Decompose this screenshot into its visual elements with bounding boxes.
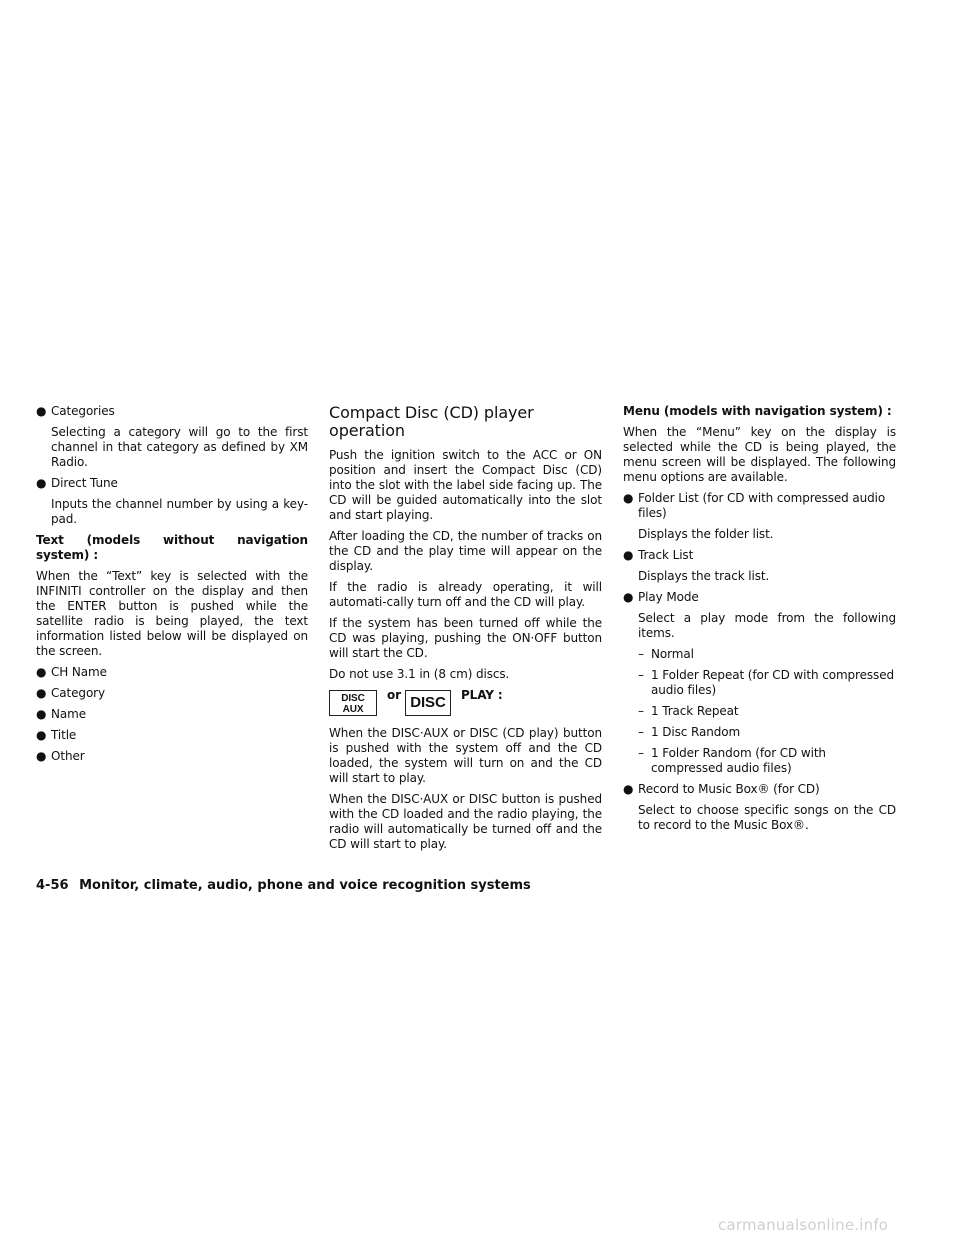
bullet-icon: ● — [623, 782, 634, 796]
sub-item-label: 1 Disc Random — [651, 725, 741, 739]
paragraph: If the radio is already operating, it will automati-cally turn off and the CD will play. — [329, 580, 602, 609]
disc-button-icon: DISC — [405, 690, 451, 716]
list-item — [36, 728, 308, 743]
sub-item-label: 1 Folder Repeat (for CD with compressed audio files) — [651, 668, 895, 697]
dash-icon: – — [638, 725, 644, 739]
item-label: Record to Music Box® (for CD) — [638, 782, 820, 796]
item-description: Displays the track list. — [638, 569, 770, 583]
play-label: PLAY : — [460, 688, 503, 702]
paragraph: When the “Text” key is selected with the INFINITI controller on the display and then the ENTER button is pushed while the satellite radio is being played, the text information listed below will be displayed on the screen. — [36, 569, 308, 658]
item-label: CH Name — [51, 665, 107, 679]
sub-list-item — [623, 647, 896, 662]
paragraph: Push the ignition switch to the ACC or ON position and insert the Compact Disc (CD) into the slot with the label side facing up. The CD will be guided automatically into the slot and start playing. — [329, 448, 602, 522]
item-label: Title — [51, 728, 77, 742]
paragraph: After loading the CD, the number of tracks on the CD and the play time will appear on the display. — [329, 529, 602, 573]
page-number: 4-56 — [36, 878, 69, 893]
paragraph: If the system has been turned off while the CD was playing, pushing the ON·OFF button will start the CD. — [329, 616, 602, 660]
or-label: or — [387, 688, 401, 702]
paragraph: When the DISC·AUX or DISC (CD play) button is pushed with the system off and the CD loaded, the system will turn on and the CD will start to play. — [329, 726, 602, 785]
bullet-icon: ● — [36, 707, 47, 721]
list-item-play-mode — [623, 590, 896, 605]
bullet-icon: ● — [36, 476, 47, 490]
sub-list-item — [623, 725, 896, 740]
sub-list-item — [623, 704, 896, 719]
item-description: Select to choose specific songs on the CD to record to the Music Box®. — [638, 803, 896, 832]
bullet-icon: ● — [36, 749, 47, 763]
item-description: Selecting a category will go to the first channel in that category as defined by XM Radio. — [51, 425, 308, 469]
sub-item-label: 1 Track Repeat — [651, 704, 739, 718]
disc-aux-button-icon — [329, 690, 377, 716]
list-item-track-list — [623, 548, 896, 563]
sub-item-label: Normal — [651, 647, 694, 661]
list-item-folder-list — [623, 491, 896, 521]
paragraph: When the DISC·AUX or DISC button is pushed with the CD loaded and the radio playing, the radio will automatically be turned off and the CD will start to play. — [329, 792, 602, 851]
list-item — [36, 665, 308, 680]
item-label: Folder List (for CD with compressed audio files) — [638, 491, 886, 520]
item-label: Play Mode — [638, 590, 699, 604]
middle-column — [329, 404, 602, 858]
list-item-record — [623, 782, 896, 797]
sub-list-item — [623, 746, 896, 776]
button-illustration-row — [329, 688, 602, 718]
list-item — [36, 707, 308, 722]
list-item — [36, 749, 308, 764]
paragraph: When the “Menu” key on the display is selected while the CD is being played, the menu screen will be displayed. The following menu options are available. — [623, 425, 896, 484]
list-item — [36, 686, 308, 701]
item-description: Displays the folder list. — [638, 527, 774, 541]
item-label: Categories — [51, 404, 115, 418]
item-label: Track List — [638, 548, 694, 562]
item-label: Other — [51, 749, 85, 763]
page-footer — [36, 878, 531, 893]
left-column — [36, 404, 308, 770]
bullet-icon: ● — [36, 404, 47, 418]
section-heading-menu: Menu (models with navigation system) : — [623, 404, 892, 418]
paragraph: Do not use 3.1 in (8 cm) discs. — [329, 667, 510, 681]
dash-icon: – — [638, 704, 644, 718]
section-title: Monitor, climate, audio, phone and voice recognition systems — [79, 878, 531, 893]
bullet-icon: ● — [623, 548, 634, 562]
dash-icon: – — [638, 668, 644, 682]
list-item-direct-tune — [36, 476, 308, 491]
disc-aux-line2: AUX — [342, 704, 364, 715]
bullet-icon: ● — [36, 686, 47, 700]
watermark-link[interactable]: carmanualsonline.info — [718, 1216, 889, 1234]
item-label: Name — [51, 707, 87, 721]
section-heading: Compact Disc (CD) player operation — [329, 403, 534, 440]
bullet-icon: ● — [623, 590, 634, 604]
section-heading-text: Text (models without navigation system) : — [36, 533, 308, 562]
dash-icon: – — [638, 746, 644, 760]
sub-item-label: 1 Folder Random (for CD with compressed audio files) — [651, 746, 826, 775]
item-label: Category — [51, 686, 106, 700]
dash-icon: – — [638, 647, 644, 661]
bullet-icon: ● — [36, 665, 47, 679]
right-column — [623, 404, 896, 839]
item-description: Inputs the channel number by using a key-pad. — [51, 497, 308, 526]
item-description: Select a play mode from the following items. — [638, 611, 896, 640]
sub-list-item — [623, 668, 896, 698]
disc-aux-line1: DISC — [341, 693, 365, 704]
bullet-icon: ● — [36, 728, 47, 742]
item-label: Direct Tune — [51, 476, 118, 490]
bullet-icon: ● — [623, 491, 634, 505]
list-item-categories — [36, 404, 308, 419]
